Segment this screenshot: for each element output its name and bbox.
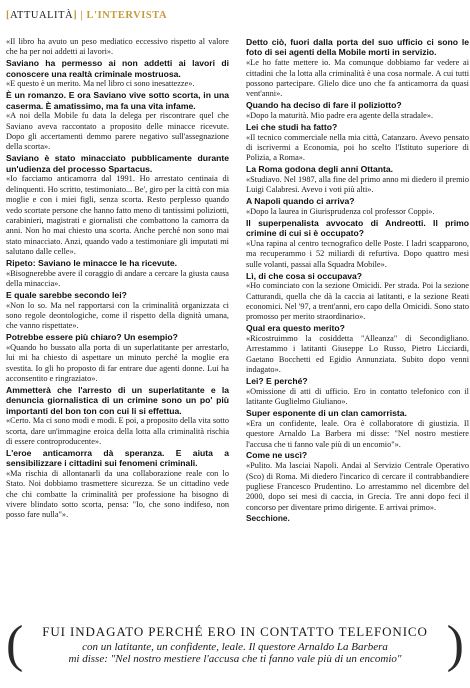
interview-question: Potrebbe essere più chiaro? Un esempio? xyxy=(6,332,178,343)
pull-quote-title: FUI INDAGATO PERCHÉ ERO IN CONTATTO TELEFONICO xyxy=(42,624,428,639)
pull-quote-line-1: con un latitante, un confidente, leale. Il questore Arnaldo La Barbera xyxy=(82,641,388,653)
interview-question: Lei che studi ha fatto? xyxy=(246,121,338,132)
interview-question: Quando ha deciso di fare il poliziotto? xyxy=(246,100,402,111)
interview-question: Come ne uscì? xyxy=(246,450,308,461)
interview-question: Ammetterà che l'arresto di un superlatitante e la denuncia giornalistica di un crimine sono un po' più importanti del bon ton con cui li si effettua. xyxy=(6,384,229,416)
interview-question: Il superpenalista avvocato di Andreotti. Il primo crimine di cui si è occupato? xyxy=(246,217,469,239)
interview-question: Super esponente di un clan camorrista. xyxy=(246,408,407,419)
section-name: ATTUALITÀ xyxy=(10,10,74,21)
bracket-close: ] xyxy=(73,10,78,21)
interview-question: Qual era questo merito? xyxy=(246,323,345,334)
interview-answer: «Il libro ha avuto un peso mediatico eccessivo rispetto al valore che ha per noi addetti ai lavori». xyxy=(6,37,229,57)
left-column xyxy=(6,37,229,521)
interview-answer: «Certo. Ma ci sono modi e modi. E poi, a proposito della vita sotto scorta, dare un'immagine eroica della lotta alla criminalità rischia di essere controproducente». xyxy=(6,416,229,447)
interview-answer: «Ricostruimmo la cosiddetta "Alleanza" di Secondigliano. Arrestammo i latitanti Giuseppe Lo Russo, Pietro Licciardi, Gaetano Bocchetti ed Egidio Annunziata. Subito dopo venni indagato». xyxy=(246,334,469,375)
interview-answer: «Ho cominciato con la sezione Omicidi. Per strada. Poi la sezione Catturandi, quella che dà la caccia ai latitanti, e la sezione Reati economici. Nel '97, a trent'anni, ero capo della Omicidi. Sono stato promosso per merito straordinario». xyxy=(246,281,469,322)
interview-question: L'eroe anticamorra dà speranza. E aiuta a sensibilizzare i cittadini sui fenomeni criminali. xyxy=(6,447,229,469)
pull-quote-close-paren: ) xyxy=(446,616,464,673)
interview-answer: «Studiavo. Nel 1987, alla fine del primo anno mi diedero il premio Luigi Calabresi. Avevo i voti più alti». xyxy=(246,174,469,195)
interview-question: La Roma godona degli anni Ottanta. xyxy=(246,164,394,175)
interview-answer: «Ma rischia di allontanarli da una collaborazione reale con lo Stato. Noi dobbiamo trasmettere sicurezza. Se un cittadino vede che chi combatte la criminalità per professione ha bisogno di vivere blindato sotto scorta, pensa: "Io, che sono indifeso, non posso fare nulla"». xyxy=(6,469,229,520)
interview-question: Saviano ha permesso ai non addetti ai lavori di conoscere una realtà criminale mostruosa. xyxy=(6,58,229,79)
interview-question: Detto ciò, fuori dalla porta del suo ufficio ci sono le foto di sei agenti della Mobile morti in servizio. xyxy=(246,37,469,58)
separator: | xyxy=(80,10,84,21)
interview-question: Ripeto: Saviano le minacce le ha ricevute. xyxy=(6,257,177,268)
interview-answer: «Una rapina al centro tecnografico delle Poste. I ladri scapparono, ma recuperammo i 52 miliardi di refurtiva. Dopo quattro mesi sulle volanti, passai alla Squadra Mobile». xyxy=(246,239,469,269)
interview-question: Lì, di che cosa si occupava? xyxy=(246,270,363,281)
interview-answer: «Io facciamo anticamorra dal 1991. Ho arrestato centinaia di delinquenti. Ho scritto, testimoniato... Be', giro per la città con mia moglie e con i miei figli, senza scorta. Resto perplesso quando vedo scortate persone che hanno fatto meno di tantissimi poliziotti, carabinieri, magistrati e giornalisti che combattono la camorra da anni. Non ho mai chiesto una scorta. Anche perché non sono mai stato minacciato. Anzi, quando vado a testimoniare gli imputati mi salutano dalle celle». xyxy=(6,174,229,256)
interview-answer: «Omissione di atti di ufficio. Ero in contatto telefonico con il latitante Guglielmo Giuliano». xyxy=(246,386,469,407)
section-label xyxy=(6,10,167,21)
interview-answer: «Pulito. Ma lasciai Napoli. Andai al Servizio Centrale Operativo (Sco) di Roma. Mi diedero l'incarico di cercare il contrabbandiere pugliese Francesco Prudentino. Lo arrestammo nel dicembre del 2000, dopo sei mesi di caccia, in Grecia. Tre anni dopo feci il concorso per diventare primo dirigente. E arrivai primo». xyxy=(246,461,469,512)
interview-answer: «Le ho fatte mettere io. Ma comunque dobbiamo far vedere ai cittadini che la lotta alla criminalità è una cosa normale. A cui tutti possono partecipare. Glielo dice uno che fa anticamorra da quasi vent'anni». xyxy=(246,58,469,99)
interview-answer: «Il tecnico commerciale nella mia città, Catanzaro. Avevo pensato di iscrivermi a Economia, poi ho scelto l'Istituto superiore di Polizia, a Roma». xyxy=(246,132,469,163)
interview-closing-question: Secchione. xyxy=(246,513,290,524)
interview-question: E quale sarebbe secondo lei? xyxy=(6,289,127,300)
section-header xyxy=(6,5,464,21)
interview-answer: «Dopo la maturità. Mio padre era agente della stradale». xyxy=(246,110,434,120)
pull-quote-body xyxy=(28,641,442,666)
interview-answer: «E questo è un merito. Ma nel libro ci sono inesattezze». xyxy=(6,79,195,89)
interview-answer: «A noi della Mobile fu data la delega per riscontrare quel che Saviano aveva raccontato a proposito delle minacce ricevute. Dopo gli accertamenti demmo parere negativo sull'assegnazione della scorta». xyxy=(6,111,229,152)
interview-answer: «Dopo la laurea in Giurisprudenza col professor Coppi». xyxy=(246,207,435,216)
pull-quote xyxy=(6,616,464,676)
right-column xyxy=(246,37,469,524)
bracket-open: [ xyxy=(6,10,11,21)
pull-quote-open-paren: ( xyxy=(6,616,24,673)
pull-quote-line-2: mi disse: "Nel nostro mestiere l'accusa che ti fanno vale più di un encomio" xyxy=(68,653,402,666)
interview-question: Lei? E perché? xyxy=(246,376,308,386)
interview-question: A Napoli quando ci arriva? xyxy=(246,196,355,207)
interview-answer: «Quando ho bussato alla porta di un superlatitante per arrestarlo, lui mi ha chiesto di aspettare un minuto perché la moglie era svestita. Io gli ho proposto di far entrare due agenti donne. Lui ha acconsentito e ringraziato». xyxy=(6,342,229,383)
interview-question: È un romanzo. E ora Saviano vive sotto scorta, in una caserma. È amatissimo, ma fa una vita infame. xyxy=(6,90,229,111)
interview-question: Saviano è stato minacciato pubblicamente durante un'udienza del processo Spartacus. xyxy=(6,153,229,174)
interview-answer: «Bisognerebbe avere il coraggio di andare a cercare la giusta causa della minaccia». xyxy=(6,268,229,288)
interview-answer: «Era un confidente, leale. Ora è collaboratore di giustizia. Il questore Arnaldo La Barbera mi disse: "Nel nostro mestiere l'accusa che ti fanno vale più di un encomio"». xyxy=(246,418,469,449)
subsection-name: L'INTERVISTA xyxy=(86,10,168,21)
interview-answer: «Non lo so. Ma nel rapportarsi con la criminalità organizzata ci sono regole deontologiche, come il rispetto della dignità umana, che vanno rispettate». xyxy=(6,300,229,331)
